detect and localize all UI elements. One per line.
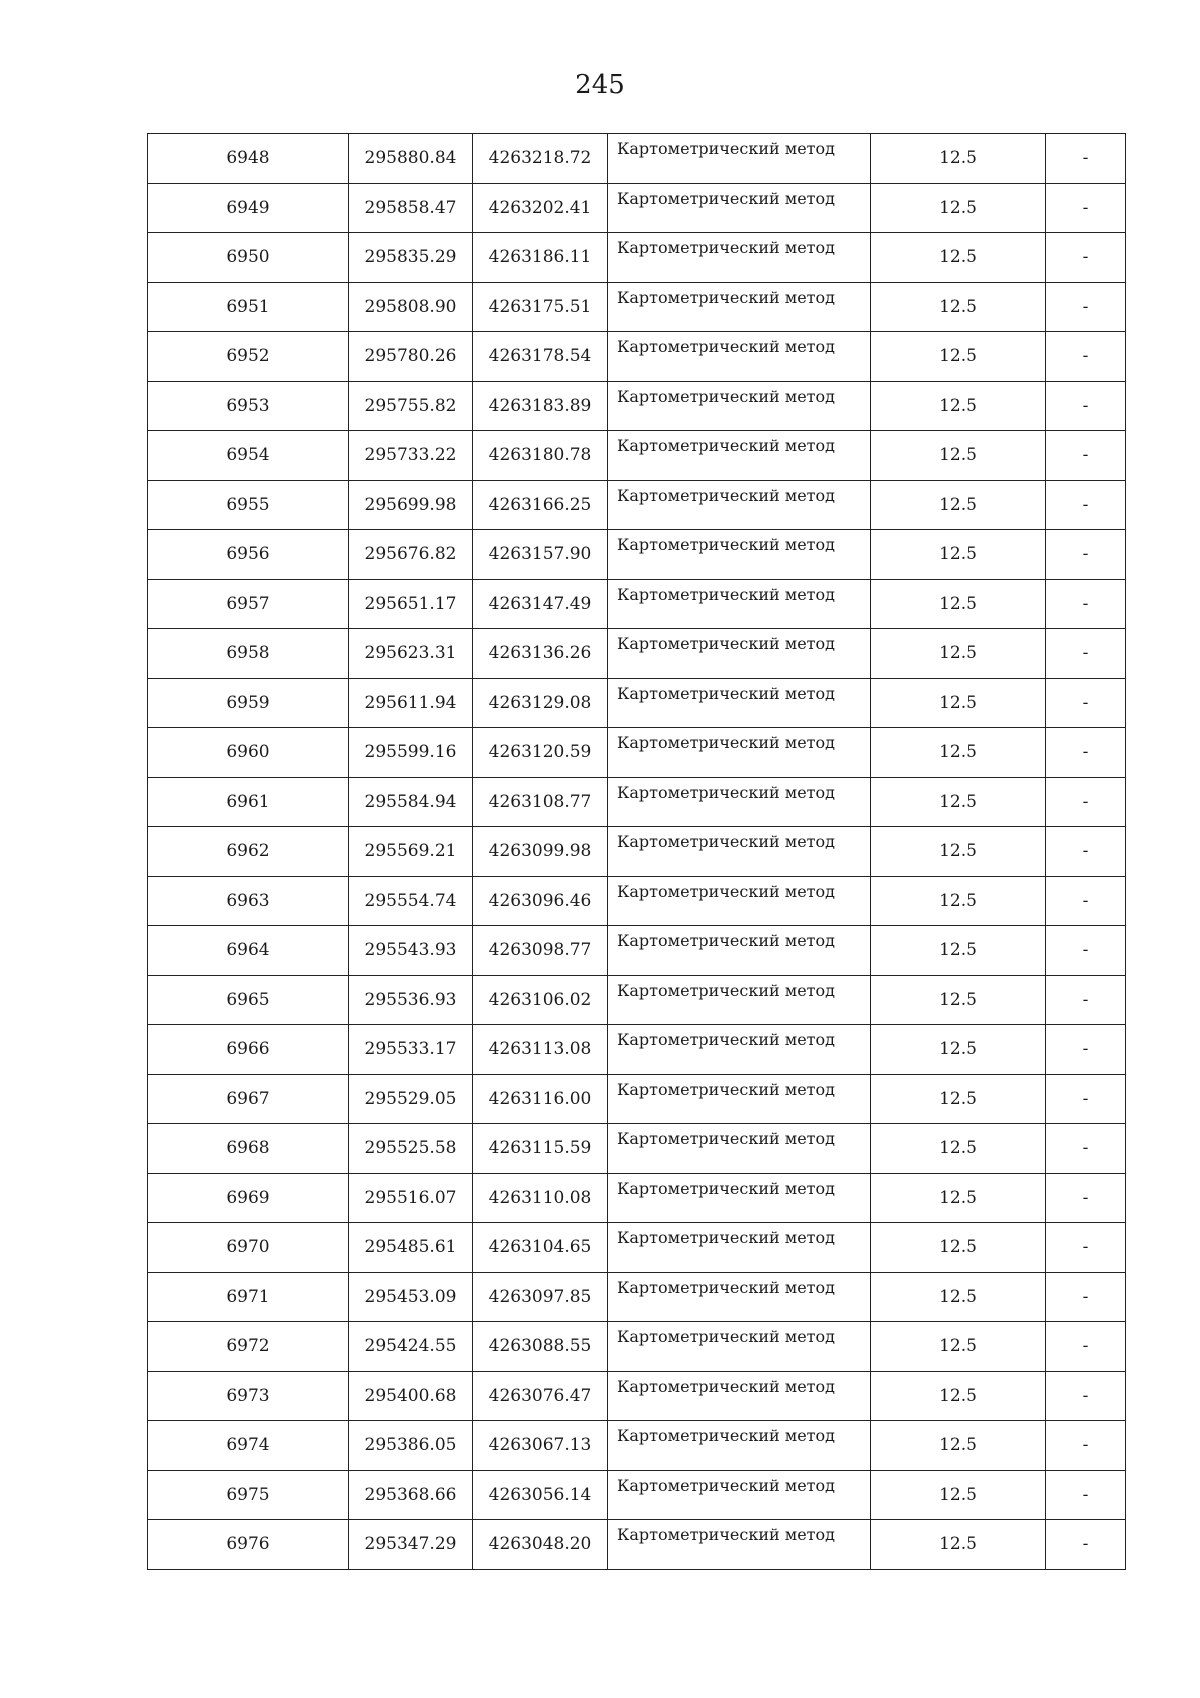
y-coordinate-cell: 4263178.54 (473, 332, 608, 382)
point-number-cell: 6950 (148, 233, 349, 283)
point-number-cell: 6967 (148, 1074, 349, 1124)
table-row (148, 480, 1126, 530)
method-cell: Картометрический метод (608, 1421, 871, 1471)
x-coordinate-cell: 295368.66 (349, 1470, 473, 1520)
note-cell: - (1046, 728, 1126, 778)
method-cell: Картометрический метод (608, 1371, 871, 1421)
accuracy-cell: 12.5 (871, 678, 1046, 728)
table-row (148, 678, 1126, 728)
method-cell: Картометрический метод (608, 1272, 871, 1322)
x-coordinate-cell: 295529.05 (349, 1074, 473, 1124)
y-coordinate-cell: 4263202.41 (473, 183, 608, 233)
y-coordinate-cell: 4263183.89 (473, 381, 608, 431)
note-cell: - (1046, 381, 1126, 431)
x-coordinate-cell: 295858.47 (349, 183, 473, 233)
note-cell: - (1046, 1421, 1126, 1471)
x-coordinate-cell: 295611.94 (349, 678, 473, 728)
y-coordinate-cell: 4263186.11 (473, 233, 608, 283)
table-row (148, 1124, 1126, 1174)
accuracy-cell: 12.5 (871, 134, 1046, 184)
table-row (148, 926, 1126, 976)
table-row (148, 431, 1126, 481)
point-number-cell: 6962 (148, 827, 349, 877)
point-number-cell: 6961 (148, 777, 349, 827)
table-row (148, 183, 1126, 233)
x-coordinate-cell: 295536.93 (349, 975, 473, 1025)
note-cell: - (1046, 876, 1126, 926)
method-cell: Картометрический метод (608, 1470, 871, 1520)
accuracy-cell: 12.5 (871, 530, 1046, 580)
y-coordinate-cell: 4263099.98 (473, 827, 608, 877)
x-coordinate-cell: 295755.82 (349, 381, 473, 431)
x-coordinate-cell: 295651.17 (349, 579, 473, 629)
accuracy-cell: 12.5 (871, 629, 1046, 679)
point-number-cell: 6948 (148, 134, 349, 184)
x-coordinate-cell: 295733.22 (349, 431, 473, 481)
y-coordinate-cell: 4263136.26 (473, 629, 608, 679)
accuracy-cell: 12.5 (871, 233, 1046, 283)
y-coordinate-cell: 4263113.08 (473, 1025, 608, 1075)
table-row (148, 233, 1126, 283)
y-coordinate-cell: 4263096.46 (473, 876, 608, 926)
accuracy-cell: 12.5 (871, 1124, 1046, 1174)
y-coordinate-cell: 4263088.55 (473, 1322, 608, 1372)
x-coordinate-cell: 295699.98 (349, 480, 473, 530)
table-row (148, 629, 1126, 679)
note-cell: - (1046, 579, 1126, 629)
y-coordinate-cell: 4263120.59 (473, 728, 608, 778)
note-cell: - (1046, 480, 1126, 530)
accuracy-cell: 12.5 (871, 777, 1046, 827)
note-cell: - (1046, 1272, 1126, 1322)
y-coordinate-cell: 4263157.90 (473, 530, 608, 580)
accuracy-cell: 12.5 (871, 975, 1046, 1025)
x-coordinate-cell: 295569.21 (349, 827, 473, 877)
note-cell: - (1046, 183, 1126, 233)
accuracy-cell: 12.5 (871, 579, 1046, 629)
table-row (148, 579, 1126, 629)
note-cell: - (1046, 431, 1126, 481)
table-row (148, 1074, 1126, 1124)
note-cell: - (1046, 629, 1126, 679)
note-cell: - (1046, 678, 1126, 728)
method-cell: Картометрический метод (608, 1025, 871, 1075)
method-cell: Картометрический метод (608, 332, 871, 382)
table-row (148, 1272, 1126, 1322)
method-cell: Картометрический метод (608, 1173, 871, 1223)
x-coordinate-cell: 295533.17 (349, 1025, 473, 1075)
note-cell: - (1046, 1470, 1126, 1520)
x-coordinate-cell: 295780.26 (349, 332, 473, 382)
table-row (148, 975, 1126, 1025)
table-row (148, 134, 1126, 184)
accuracy-cell: 12.5 (871, 728, 1046, 778)
note-cell: - (1046, 1025, 1126, 1075)
y-coordinate-cell: 4263104.65 (473, 1223, 608, 1273)
y-coordinate-cell: 4263098.77 (473, 926, 608, 976)
note-cell: - (1046, 1124, 1126, 1174)
table-row (148, 332, 1126, 382)
point-number-cell: 6949 (148, 183, 349, 233)
note-cell: - (1046, 926, 1126, 976)
note-cell: - (1046, 1223, 1126, 1273)
table-row (148, 1025, 1126, 1075)
accuracy-cell: 12.5 (871, 1223, 1046, 1273)
note-cell: - (1046, 777, 1126, 827)
method-cell: Картометрический метод (608, 381, 871, 431)
table-row (148, 1173, 1126, 1223)
accuracy-cell: 12.5 (871, 480, 1046, 530)
y-coordinate-cell: 4263067.13 (473, 1421, 608, 1471)
note-cell: - (1046, 1520, 1126, 1570)
y-coordinate-cell: 4263106.02 (473, 975, 608, 1025)
note-cell: - (1046, 332, 1126, 382)
x-coordinate-cell: 295424.55 (349, 1322, 473, 1372)
method-cell: Картометрический метод (608, 480, 871, 530)
accuracy-cell: 12.5 (871, 282, 1046, 332)
method-cell: Картометрический метод (608, 183, 871, 233)
accuracy-cell: 12.5 (871, 827, 1046, 877)
note-cell: - (1046, 1074, 1126, 1124)
accuracy-cell: 12.5 (871, 876, 1046, 926)
accuracy-cell: 12.5 (871, 381, 1046, 431)
point-number-cell: 6959 (148, 678, 349, 728)
table-row (148, 876, 1126, 926)
method-cell: Картометрический метод (608, 876, 871, 926)
point-number-cell: 6952 (148, 332, 349, 382)
point-number-cell: 6960 (148, 728, 349, 778)
table-row (148, 728, 1126, 778)
note-cell: - (1046, 233, 1126, 283)
note-cell: - (1046, 134, 1126, 184)
accuracy-cell: 12.5 (871, 1470, 1046, 1520)
method-cell: Картометрический метод (608, 728, 871, 778)
point-number-cell: 6965 (148, 975, 349, 1025)
note-cell: - (1046, 282, 1126, 332)
point-number-cell: 6966 (148, 1025, 349, 1075)
page-number: 245 (575, 70, 625, 100)
table-row (148, 1223, 1126, 1273)
accuracy-cell: 12.5 (871, 926, 1046, 976)
method-cell: Картометрический метод (608, 629, 871, 679)
point-number-cell: 6975 (148, 1470, 349, 1520)
y-coordinate-cell: 4263147.49 (473, 579, 608, 629)
note-cell: - (1046, 1322, 1126, 1372)
method-cell: Картометрический метод (608, 1124, 871, 1174)
point-number-cell: 6958 (148, 629, 349, 679)
y-coordinate-cell: 4263218.72 (473, 134, 608, 184)
point-number-cell: 6971 (148, 1272, 349, 1322)
method-cell: Картометрический метод (608, 431, 871, 481)
x-coordinate-cell: 295543.93 (349, 926, 473, 976)
x-coordinate-cell: 295453.09 (349, 1272, 473, 1322)
y-coordinate-cell: 4263129.08 (473, 678, 608, 728)
table-row (148, 1470, 1126, 1520)
coordinates-table (147, 133, 1126, 1570)
x-coordinate-cell: 295386.05 (349, 1421, 473, 1471)
y-coordinate-cell: 4263110.08 (473, 1173, 608, 1223)
y-coordinate-cell: 4263166.25 (473, 480, 608, 530)
x-coordinate-cell: 295599.16 (349, 728, 473, 778)
method-cell: Картометрический метод (608, 530, 871, 580)
point-number-cell: 6964 (148, 926, 349, 976)
table-row (148, 530, 1126, 580)
table-row (148, 827, 1126, 877)
y-coordinate-cell: 4263108.77 (473, 777, 608, 827)
point-number-cell: 6951 (148, 282, 349, 332)
point-number-cell: 6973 (148, 1371, 349, 1421)
method-cell: Картометрический метод (608, 1223, 871, 1273)
point-number-cell: 6963 (148, 876, 349, 926)
note-cell: - (1046, 975, 1126, 1025)
x-coordinate-cell: 295554.74 (349, 876, 473, 926)
table-row (148, 1520, 1126, 1570)
point-number-cell: 6957 (148, 579, 349, 629)
table-row (148, 1322, 1126, 1372)
coordinates-table-body (148, 134, 1126, 1570)
y-coordinate-cell: 4263097.85 (473, 1272, 608, 1322)
accuracy-cell: 12.5 (871, 332, 1046, 382)
x-coordinate-cell: 295516.07 (349, 1173, 473, 1223)
accuracy-cell: 12.5 (871, 1421, 1046, 1471)
note-cell: - (1046, 1173, 1126, 1223)
x-coordinate-cell: 295835.29 (349, 233, 473, 283)
y-coordinate-cell: 4263048.20 (473, 1520, 608, 1570)
method-cell: Картометрический метод (608, 282, 871, 332)
x-coordinate-cell: 295525.58 (349, 1124, 473, 1174)
accuracy-cell: 12.5 (871, 1272, 1046, 1322)
point-number-cell: 6954 (148, 431, 349, 481)
point-number-cell: 6970 (148, 1223, 349, 1273)
table-row (148, 777, 1126, 827)
y-coordinate-cell: 4263076.47 (473, 1371, 608, 1421)
table-row (148, 381, 1126, 431)
accuracy-cell: 12.5 (871, 183, 1046, 233)
method-cell: Картометрический метод (608, 134, 871, 184)
x-coordinate-cell: 295623.31 (349, 629, 473, 679)
point-number-cell: 6972 (148, 1322, 349, 1372)
method-cell: Картометрический метод (608, 1520, 871, 1570)
note-cell: - (1046, 827, 1126, 877)
x-coordinate-cell: 295584.94 (349, 777, 473, 827)
method-cell: Картометрический метод (608, 1322, 871, 1372)
accuracy-cell: 12.5 (871, 1520, 1046, 1570)
accuracy-cell: 12.5 (871, 1371, 1046, 1421)
point-number-cell: 6968 (148, 1124, 349, 1174)
method-cell: Картометрический метод (608, 777, 871, 827)
point-number-cell: 6976 (148, 1520, 349, 1570)
y-coordinate-cell: 4263056.14 (473, 1470, 608, 1520)
point-number-cell: 6953 (148, 381, 349, 431)
note-cell: - (1046, 1371, 1126, 1421)
accuracy-cell: 12.5 (871, 1025, 1046, 1075)
point-number-cell: 6956 (148, 530, 349, 580)
accuracy-cell: 12.5 (871, 1173, 1046, 1223)
point-number-cell: 6974 (148, 1421, 349, 1471)
method-cell: Картометрический метод (608, 926, 871, 976)
x-coordinate-cell: 295880.84 (349, 134, 473, 184)
table-row (148, 1371, 1126, 1421)
method-cell: Картометрический метод (608, 678, 871, 728)
x-coordinate-cell: 295347.29 (349, 1520, 473, 1570)
x-coordinate-cell: 295400.68 (349, 1371, 473, 1421)
x-coordinate-cell: 295485.61 (349, 1223, 473, 1273)
accuracy-cell: 12.5 (871, 1322, 1046, 1372)
x-coordinate-cell: 295808.90 (349, 282, 473, 332)
method-cell: Картометрический метод (608, 975, 871, 1025)
method-cell: Картометрический метод (608, 1074, 871, 1124)
note-cell: - (1046, 530, 1126, 580)
method-cell: Картометрический метод (608, 579, 871, 629)
method-cell: Картометрический метод (608, 827, 871, 877)
accuracy-cell: 12.5 (871, 431, 1046, 481)
y-coordinate-cell: 4263115.59 (473, 1124, 608, 1174)
y-coordinate-cell: 4263175.51 (473, 282, 608, 332)
x-coordinate-cell: 295676.82 (349, 530, 473, 580)
y-coordinate-cell: 4263116.00 (473, 1074, 608, 1124)
point-number-cell: 6969 (148, 1173, 349, 1223)
y-coordinate-cell: 4263180.78 (473, 431, 608, 481)
table-row (148, 1421, 1126, 1471)
method-cell: Картометрический метод (608, 233, 871, 283)
accuracy-cell: 12.5 (871, 1074, 1046, 1124)
point-number-cell: 6955 (148, 480, 349, 530)
table-row (148, 282, 1126, 332)
